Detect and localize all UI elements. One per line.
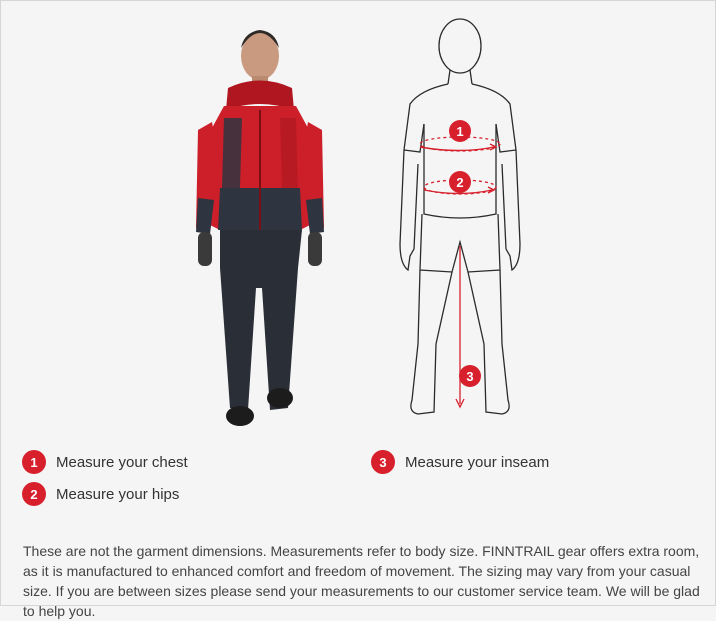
marker-2 bbox=[449, 171, 471, 193]
body-measurement-diagram bbox=[390, 14, 530, 424]
legend-item-inseam bbox=[371, 450, 549, 474]
legend-badge-3: 3 bbox=[371, 450, 395, 474]
marker-1 bbox=[449, 120, 471, 142]
legend-label-chest: Measure your chest bbox=[56, 453, 188, 471]
legend-badge-2: 2 bbox=[22, 482, 46, 506]
model-photo bbox=[190, 18, 340, 428]
svg-text:2: 2 bbox=[456, 175, 464, 190]
svg-text:3: 3 bbox=[466, 369, 474, 384]
legend-label-hips: Measure your hips bbox=[56, 485, 180, 503]
legend-item-hips bbox=[22, 482, 179, 506]
svg-text:1: 1 bbox=[456, 124, 464, 139]
sizing-note: These are not the garment dimensions. Measurements refer to body size. FINNTRAIL gear offers extra room, as it is manufactured to enhanced comfort and freedom of movement. The sizing may vary from your casual size. If you are between sizes please send your measurements to our customer service team. We will be glad to help you. bbox=[23, 543, 700, 619]
legend-label-inseam: Measure your inseam bbox=[405, 453, 550, 471]
marker-3 bbox=[459, 365, 481, 387]
legend-badge-1: 1 bbox=[22, 450, 46, 474]
legend-item-chest bbox=[22, 450, 188, 474]
